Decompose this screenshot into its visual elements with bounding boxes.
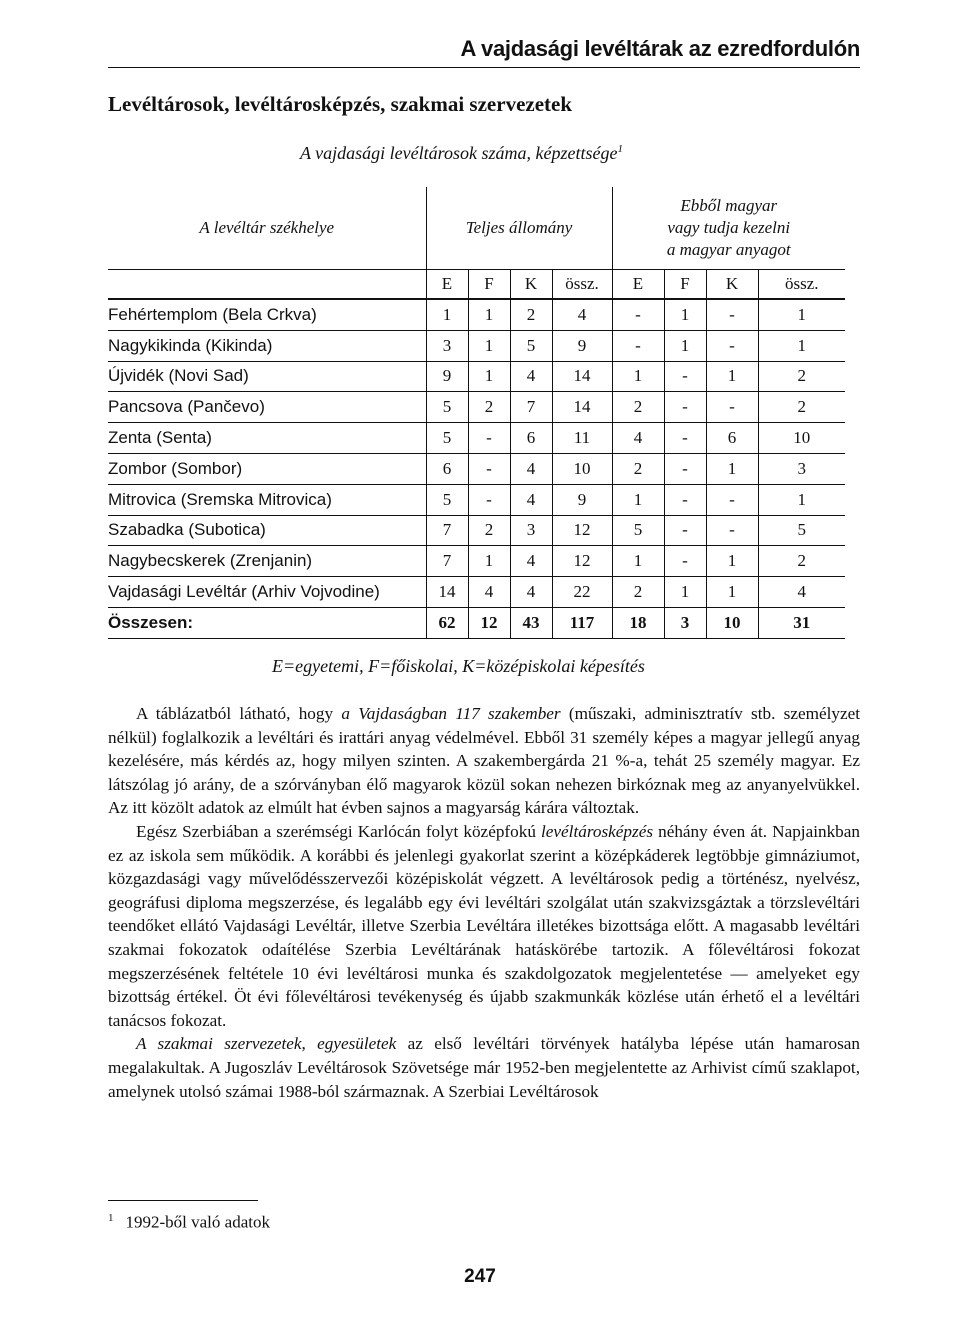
table-cell: 4: [552, 299, 612, 330]
subheader-cell: F: [468, 270, 510, 300]
table-cell: 5: [426, 484, 468, 515]
table-cell: 2: [612, 577, 664, 608]
caption-footnote-ref: 1: [617, 143, 623, 155]
table-cell: 1: [468, 361, 510, 392]
row-name: Pancsova (Pančevo): [108, 392, 426, 423]
paragraph-text: (műszaki, adminisztratív stb. személyzet nélkül) foglalkozik a levéltári és irattári anyag védelmével. Ebből 31 személy képes a magyar jellegű anyag kezelésére, más kérdés az, hogy milyen szinten. A szakembergárda 21 %-a, tehát 25 személy magyar. Ez látszólag jó arány, de a szórványban élő magyarok közül sokan nehezen birkóznak meg az anyanyelvükkel. Az itt közölt adatok az elmúlt hat évben sajnos a magyarság kárára változtak.: [108, 704, 860, 818]
table-cell: 1: [664, 299, 706, 330]
table-cell: 1: [706, 546, 758, 577]
table-cell: 2: [468, 392, 510, 423]
table-cell: 6: [426, 453, 468, 484]
table-cell: 31: [758, 607, 845, 638]
table-cell: 7: [426, 515, 468, 546]
table-cell: 5: [426, 423, 468, 454]
table-cell: 2: [468, 515, 510, 546]
header-hungarian-line-2: vagy tudja kezelni: [667, 218, 791, 237]
paragraph-text: az első levéltári törvények hatályba lépése után hamarosan megalakultak. A Jugoszláv Levéltárosok Szövetsége már 1952-ben megjelentette az Arhivist című szaklapot, amelynek utolsó számai 1988-ból származnak. A Szerbiai Levéltárosok: [108, 1034, 860, 1101]
table-cell: -: [468, 423, 510, 454]
table-cell: 4: [510, 546, 552, 577]
footnote-ref: 1: [108, 1212, 114, 1224]
table-cell: 117: [552, 607, 612, 638]
paragraph-1: [108, 702, 860, 820]
table-cell: 43: [510, 607, 552, 638]
table-row: [108, 299, 845, 330]
footnote-rule: [108, 1200, 258, 1201]
page-number: 247: [464, 1266, 496, 1287]
table-body: [108, 299, 845, 638]
table-cell: 2: [612, 453, 664, 484]
table-cell: 1: [706, 453, 758, 484]
table-row: [108, 392, 845, 423]
table-row: [108, 577, 845, 608]
subheader-cell: E: [612, 270, 664, 300]
subheader-cell: össz.: [552, 270, 612, 300]
table-cell: -: [468, 453, 510, 484]
subheader-cell: K: [510, 270, 552, 300]
table-cell: 3: [426, 330, 468, 361]
table-cell: 2: [758, 361, 845, 392]
header-hungarian-line-1: Ebből magyar: [680, 196, 778, 215]
row-name: Nagykikinda (Kikinda): [108, 330, 426, 361]
table-cell: 14: [552, 392, 612, 423]
subheader-empty: [108, 270, 426, 300]
table-cell: -: [664, 484, 706, 515]
table-cell: 1: [664, 577, 706, 608]
row-name: Összesen:: [108, 607, 426, 638]
table-cell: 1: [612, 361, 664, 392]
row-name: Zombor (Sombor): [108, 453, 426, 484]
table-row: [108, 607, 845, 638]
paragraph-text: néhány éven át. Napjainkban ez az iskola sem működik. A korábbi és jelenlegi gyakorlat szerint a középkáderek legtöbbje gimnáziumot, közgazdasági vagy művelődésszervezői középiskolát végzett. A levéltárosok pedig a történész, nyelvész, geográfusi diploma megszerzése, és legalább egy évi levéltári szolgálat után szakvizsgáztak a törzslevéltári teendőket ellátó Vajdasági Levéltár, illetve Szerbia Levéltára illetékes bizottsága előtt. A magasabb levéltári szakmai fokozatok odaítélése Szerbia Levéltárának hatáskörébe tartozik. A főlevéltárosi fokozat megszerzésének feltétele 10 évi levéltárosi munka és szakdolgozatok megjelentetése — amelyeket egy bizottság értékel. Öt évi főlevéltárosi tevékenység és újabb szakmunkák közlése után érhető el a levéltári tanácsos fokozat.: [108, 821, 860, 1030]
table-cell: 1: [612, 546, 664, 577]
row-name: Mitrovica (Sremska Mitrovica): [108, 484, 426, 515]
section-title: Levéltárosok, levéltárosképzés, szakmai szervezetek: [108, 92, 573, 116]
header-site: A levéltár székhelye: [199, 218, 335, 237]
row-name: Fehértemplom (Bela Crkva): [108, 299, 426, 330]
row-name: Nagybecskerek (Zrenjanin): [108, 546, 426, 577]
table-cell: 7: [426, 546, 468, 577]
body-text: [108, 702, 860, 1103]
table-cell: 2: [758, 546, 845, 577]
table-cell: 5: [510, 330, 552, 361]
table-cell: 2: [510, 299, 552, 330]
table-cell: 1: [612, 484, 664, 515]
table-cell: 10: [758, 423, 845, 454]
table-cell: 1: [468, 299, 510, 330]
table-cell: 1: [706, 361, 758, 392]
table-cell: 5: [612, 515, 664, 546]
table-cell: 9: [426, 361, 468, 392]
row-name: Zenta (Senta): [108, 423, 426, 454]
table-cell: 12: [552, 546, 612, 577]
table-cell: -: [706, 330, 758, 361]
table-cell: 2: [758, 392, 845, 423]
paragraph-emphasis: a Vajdaságban 117 szakember: [341, 704, 561, 723]
table-cell: 1: [758, 330, 845, 361]
table-legend: E=egyetemi, F=főiskolai, K=középiskolai képesítés: [272, 656, 645, 676]
table-cell: -: [664, 423, 706, 454]
table-cell: -: [664, 515, 706, 546]
table-cell: 12: [552, 515, 612, 546]
table-row: [108, 453, 845, 484]
table-cell: 3: [758, 453, 845, 484]
table-cell: 4: [612, 423, 664, 454]
table-cell: -: [664, 453, 706, 484]
table-cell: 9: [552, 484, 612, 515]
table-cell: 1: [468, 330, 510, 361]
footnote: [108, 1212, 270, 1233]
row-name: Újvidék (Novi Sad): [108, 361, 426, 392]
table-cell: 22: [552, 577, 612, 608]
table-cell: 1: [468, 546, 510, 577]
table-cell: 11: [552, 423, 612, 454]
table-caption-text: A vajdasági levéltárosok száma, képzettsége: [300, 143, 618, 163]
subheader-cell: össz.: [758, 270, 845, 300]
table-cell: 10: [706, 607, 758, 638]
table-cell: -: [612, 330, 664, 361]
table-row: [108, 361, 845, 392]
paragraph-3: [108, 1032, 860, 1103]
table-cell: 5: [426, 392, 468, 423]
table-cell: 5: [758, 515, 845, 546]
table-cell: 7: [510, 392, 552, 423]
table-caption: [300, 143, 623, 164]
table-cell: 9: [552, 330, 612, 361]
table-cell: 18: [612, 607, 664, 638]
row-name: Vajdasági Levéltár (Arhiv Vojvodine): [108, 577, 426, 608]
running-title: A vajdasági levéltárak az ezredfordulón: [460, 36, 860, 61]
table-cell: -: [706, 299, 758, 330]
subheader-cell: K: [706, 270, 758, 300]
table-cell: 4: [510, 577, 552, 608]
table-row: [108, 546, 845, 577]
staff-table: [108, 187, 845, 639]
table-cell: 14: [552, 361, 612, 392]
table-cell: -: [706, 392, 758, 423]
subheader-cell: E: [426, 270, 468, 300]
table-cell: -: [706, 484, 758, 515]
table-cell: 1: [664, 330, 706, 361]
paragraph-text: A táblázatból látható, hogy: [136, 704, 342, 723]
table-cell: -: [664, 392, 706, 423]
table-cell: 62: [426, 607, 468, 638]
table-cell: 4: [468, 577, 510, 608]
paragraph-emphasis: levéltárosképzés: [541, 821, 654, 841]
table-cell: -: [664, 546, 706, 577]
table-cell: 12: [468, 607, 510, 638]
row-name: Szabadka (Subotica): [108, 515, 426, 546]
header-rule: [108, 67, 860, 68]
table-cell: 1: [426, 299, 468, 330]
table-cell: 4: [758, 577, 845, 608]
subheader-cell: F: [664, 270, 706, 300]
paragraph-text: Egész Szerbiában a szerémségi Karlócán folyt középfokú: [136, 821, 542, 841]
footnote-text: 1992-ből való adatok: [125, 1212, 270, 1232]
table-cell: 1: [758, 299, 845, 330]
paragraph-emphasis: A szakmai szervezetek, egyesületek: [136, 1034, 397, 1054]
table-cell: 10: [552, 453, 612, 484]
table-cell: 4: [510, 361, 552, 392]
table-cell: 6: [510, 423, 552, 454]
table-cell: -: [706, 515, 758, 546]
paragraph-2: [108, 820, 860, 1032]
table-cell: 14: [426, 577, 468, 608]
table-cell: 4: [510, 453, 552, 484]
table-row: [108, 515, 845, 546]
table-cell: 1: [706, 577, 758, 608]
table-cell: 1: [758, 484, 845, 515]
table-cell: 2: [612, 392, 664, 423]
table-cell: -: [468, 484, 510, 515]
table-row: [108, 330, 845, 361]
table-cell: 3: [510, 515, 552, 546]
table-cell: -: [664, 361, 706, 392]
table-row: [108, 423, 845, 454]
table-cell: -: [612, 299, 664, 330]
header-total-staff: Teljes állomány: [426, 187, 612, 270]
table-row: [108, 484, 845, 515]
header-hungarian-staff: [612, 187, 845, 270]
table-cell: 4: [510, 484, 552, 515]
header-hungarian-line-3: a magyar anyagot: [666, 240, 791, 259]
table-cell: 3: [664, 607, 706, 638]
table-cell: 6: [706, 423, 758, 454]
